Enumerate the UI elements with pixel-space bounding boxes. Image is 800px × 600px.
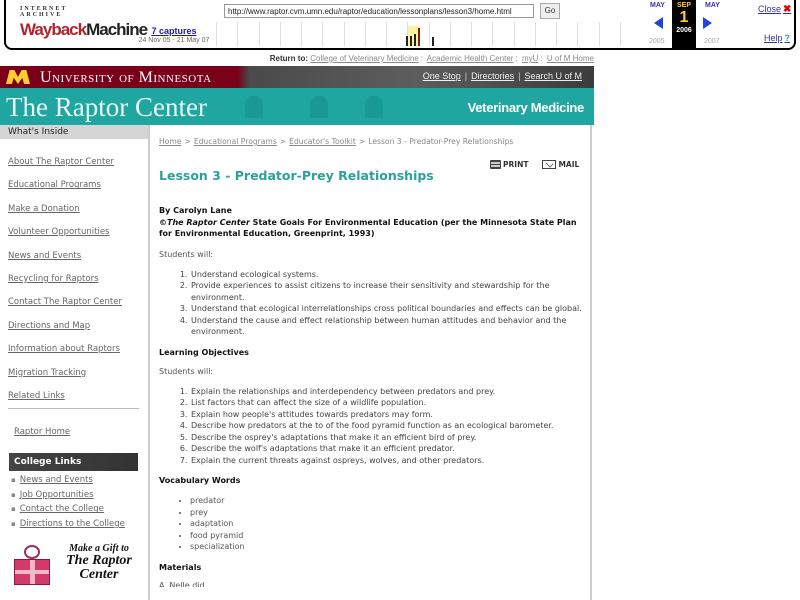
sidebar-item-volunteer[interactable]: Volunteer Opportunities [8,227,110,238]
prev-year-label: 2005 [649,38,665,45]
captures-range: 24 Nov 05 - 21 May 07 [138,37,210,44]
next-month-label[interactable]: MAY [705,2,720,9]
capture-bar[interactable] [406,36,408,46]
list-item: • adaptation [190,518,590,530]
link-umn-home[interactable]: U of M Home [546,54,594,63]
sidebar-item-contact[interactable]: Contact The Raptor Center [8,297,122,308]
raptor-silhouette-icon [365,96,383,118]
captures-info [134,26,214,44]
sidebar-item-related-links[interactable]: Related Links [8,390,65,401]
next-capture-arrow-icon[interactable] [703,17,712,29]
main-content [152,125,592,600]
breadcrumb-current: Lesson 3 - Predator-Prey Relationships [368,137,514,146]
raptor-silhouette-icon [245,96,263,118]
list-item: 4. Describe how predators at the to of the food pyramid function as an ecological barometer. [190,420,590,432]
link-academic-health-center[interactable]: Academic Health Center [426,54,514,63]
list-item: • food pyramid [190,530,590,542]
capture-bar[interactable] [432,37,434,46]
materials-text-partial: A. Nelle did... [159,580,213,587]
sidebar [0,125,150,600]
sidebar-divider [8,408,139,409]
sidebar-item-recycling[interactable]: Recycling for Raptors [8,273,99,284]
link-college-vet-med[interactable]: College of Veterinary Medicine [310,54,419,63]
author: By Carolyn Lane [159,206,232,215]
list-item: 5. Describe the osprey's adaptations that make it an efficient bird of prey. [190,432,590,444]
date-navigator [644,0,732,48]
list-item: • predator [190,495,590,507]
link-myu[interactable]: myU [521,54,539,63]
sidebar-item-educational-programs[interactable]: Educational Programs [8,180,101,191]
make-a-gift-banner[interactable] [12,541,142,591]
gift-bow-icon [24,545,40,559]
prev-month-label[interactable]: MAY [650,2,665,9]
students-will-intro: Students will: [159,249,214,259]
sidebar-item-news-events[interactable]: News and Events [8,250,82,261]
sidebar-item-migration[interactable]: Migration Tracking [8,367,87,378]
sidebar-item-info-raptors[interactable]: Information about Raptors [8,344,120,355]
list-item: 1. Understand ecological systems. [190,269,590,281]
wayback-toolbar [4,0,796,50]
umn-block-m-logo-icon[interactable] [6,70,30,84]
vocabulary-list [159,495,590,553]
materials-heading: Materials [159,562,202,572]
sidebar-item-make-donation[interactable]: Make a Donation [8,203,80,214]
prev-capture-arrow-icon[interactable] [654,17,663,29]
page-title: Lesson 3 - Predator-Prey Relationships [159,168,434,183]
link-directories[interactable]: Directories [471,71,515,81]
gift-text: Make a Gift to The Raptor Center [66,543,132,582]
capture-timeline[interactable] [216,22,641,46]
list-item: 1. Explain the relationships and interdependency between predators and prey. [190,386,590,398]
wayback-logo[interactable] [20,6,148,42]
page-tools [490,160,579,169]
mail-button[interactable]: MAIL [542,160,579,169]
breadcrumb-home[interactable]: Home [159,137,182,146]
help-question-icon: ? [784,33,791,43]
umn-header-links: One Stop | Directories | Search U of M [422,71,582,81]
wayback-url-input[interactable] [224,4,534,18]
college-link-directions[interactable]: Directions to the College [19,519,125,530]
raptor-silhouette-icon [310,96,328,118]
vocabulary-heading: Vocabulary Words [159,476,241,485]
state-goals-list [159,269,590,338]
college-links-list [0,471,148,533]
sidebar-nav [0,139,148,406]
raptor-home-link[interactable]: Raptor Home [14,427,71,438]
list-item: 6. Describe the wolf's adaptations that make it an efficient predator. [190,443,590,455]
college-link-contact[interactable]: Contact the College [19,504,104,515]
sidebar-item-about[interactable]: About The Raptor Center [8,157,115,167]
college-links-heading: College Links [9,453,138,471]
go-button[interactable]: Go [540,3,560,19]
link-search-umn[interactable]: Search U of M [524,71,582,81]
wayback-machine-wordmark: WaybackMachine [20,20,148,39]
copyright: ©The Raptor Center State Goals For Environmental Education (per the Minnesota State Plan for Environmental Education, Greenprint, 1993) [159,217,577,238]
raptor-center-banner [0,88,594,125]
students-will-intro-2: Students will: [159,366,214,376]
umn-header [0,66,594,88]
site-title: The Raptor Center [6,92,207,122]
list-item: 4. Understand the cause and effect relationship between human attitudes and behavior and the environment. [190,315,590,338]
link-one-stop[interactable]: One Stop [422,71,461,81]
capture-bar[interactable] [410,36,412,46]
return-to-bar: Return to: College of Veterinary Medicine : Academic Health Center : myU : U of M Home [269,54,594,63]
byline [159,205,590,240]
internet-archive-label: INTERNET ARCHIVE [20,6,68,18]
next-year-label: 2007 [704,38,720,45]
capture-bar-current[interactable] [418,28,420,46]
list-item: 3. Explain how people's attitudes towards predators may form. [190,409,590,421]
capture-bar[interactable] [414,34,416,46]
captures-link[interactable]: 7 captures [151,26,197,36]
printer-icon [490,160,501,169]
close-icon: ✖ [783,4,792,15]
umn-title[interactable]: University of Minnesota [40,69,212,86]
list-item: • specialization [190,541,590,553]
help-link[interactable]: Help ? [764,33,791,43]
list-item: 3. Understand that ecological interrelationships cross political boundaries and effects can be global. [190,303,590,315]
return-to-label: Return to: [269,54,308,63]
envelope-icon [542,160,556,169]
print-button[interactable]: PRINT [490,160,528,169]
learning-objectives-heading: Learning Objectives [159,347,249,357]
breadcrumb: Home > Educational Programs > Educator's Toolkit > Lesson 3 - Predator-Prey Relationships [159,137,514,146]
breadcrumb-educators-toolkit[interactable]: Educator's Toolkit [289,137,356,146]
list-item: 2. Provide experiences to assist citizens to increase their sensitivity and stewardship for the environment. [190,280,590,303]
list-item: 2. List factors that can affect the size of a wildlife population. [190,397,590,409]
sidebar-heading: What's Inside [0,125,148,139]
site-subtitle: Veterinary Medicine [467,100,584,115]
sidebar-item-directions[interactable]: Directions and Map [8,320,91,331]
close-link[interactable]: Close ✖ [758,4,792,15]
list-item: 7. Explain the current threats against ospreys, wolves, and other predators. [190,455,590,467]
list-item: • prey [190,507,590,519]
gift-box-icon [14,559,50,585]
breadcrumb-educational-programs[interactable]: Educational Programs [193,137,277,146]
college-link-news-events[interactable]: News and Events [19,475,93,486]
learning-objectives-list [159,386,590,467]
current-capture-date: SEP 1 2006 [672,0,696,48]
college-link-jobs[interactable]: Job Opportunities [19,489,94,500]
